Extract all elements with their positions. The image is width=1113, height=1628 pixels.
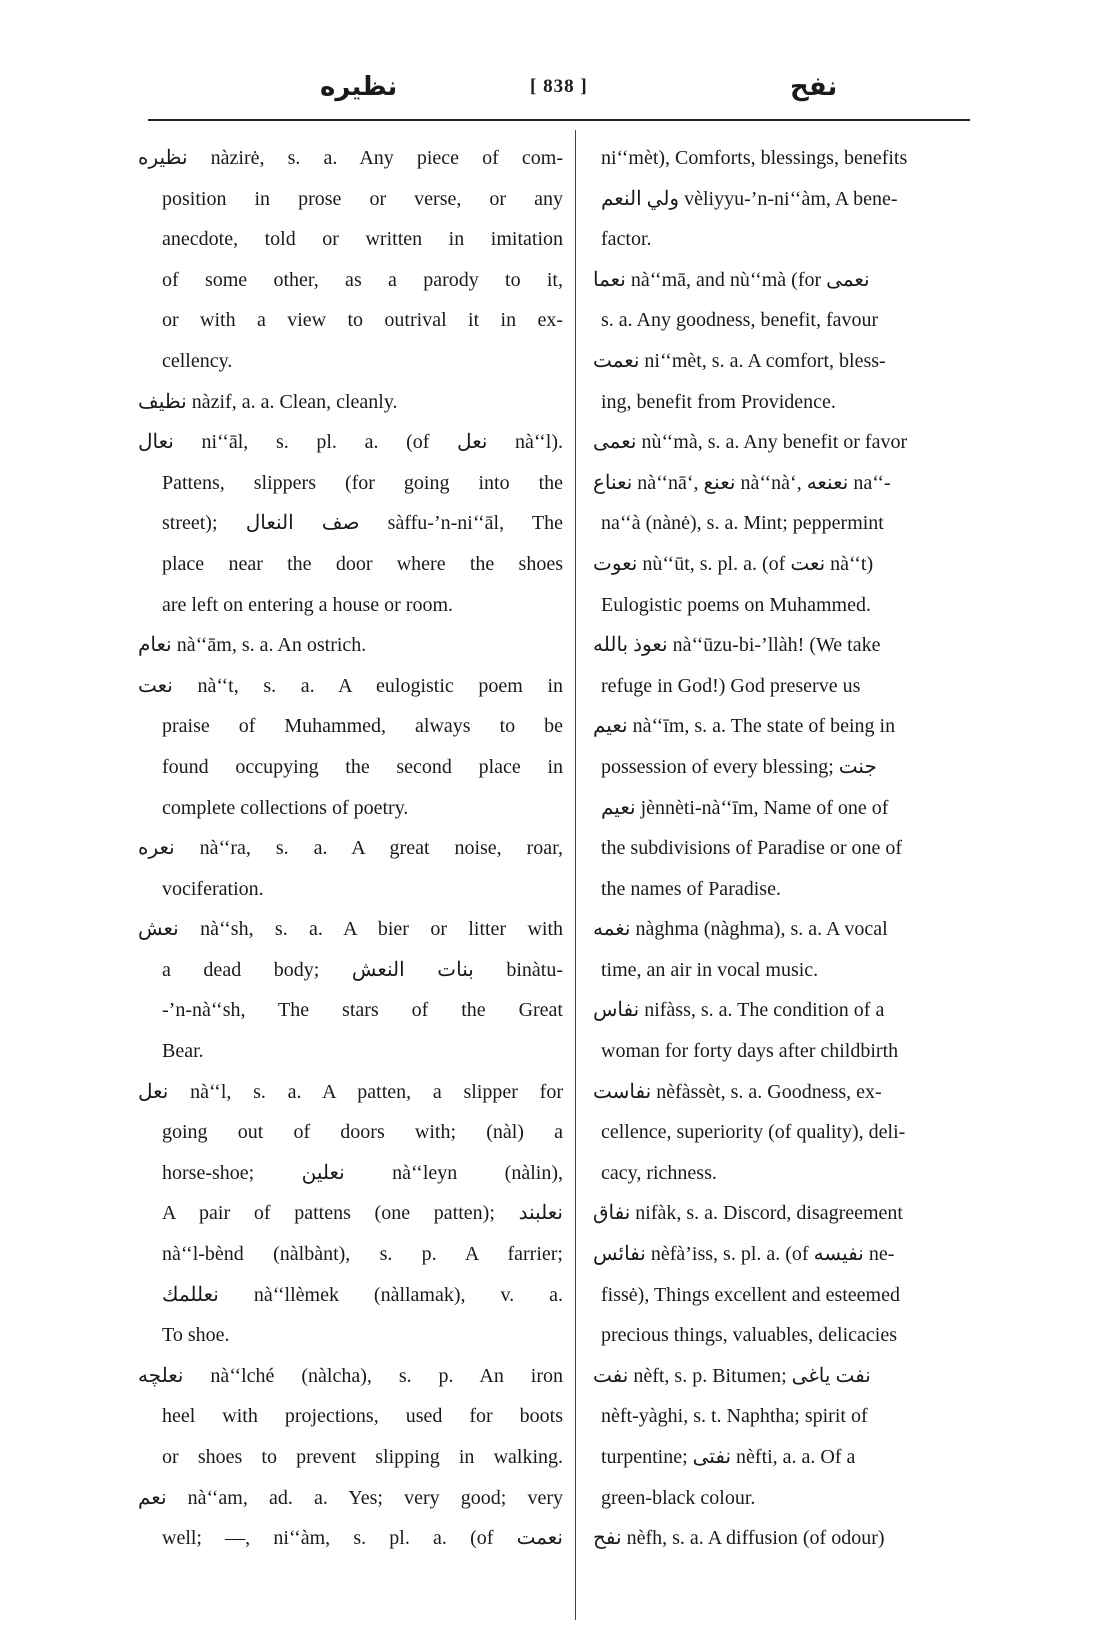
entry-continuation-line: ولي النعم vèliyyu-’n-ni‘‘àm, A bene-: [601, 187, 898, 210]
entry-headword-line: نعيم nà‘‘īm, s. a. The state of being in: [593, 715, 896, 738]
entry-continuation-line: the subdivisions of Paradise or one of: [601, 837, 903, 860]
entry-headword-line: نعل nà‘‘l, s. a. A patten, a slipper for: [138, 1080, 563, 1103]
header-catchword-left: نظيره: [320, 72, 398, 102]
entry-continuation-line: going out of doors with; (nàl) a: [162, 1121, 563, 1144]
entry-continuation-line: Pattens, slippers (for going into the: [162, 471, 563, 494]
page-number: [ 838 ]: [530, 76, 588, 97]
entry-continuation-line: vociferation.: [162, 877, 264, 900]
entry-continuation-line: well; —, ni‘‘àm, s. pl. a. (of نعمت: [162, 1527, 563, 1550]
left-column: [138, 138, 563, 1559]
entry-headword-line: نغمه nàghma (nàghma), s. a. A vocal: [593, 918, 888, 941]
entry-headword-line: نعت nà‘‘t, s. a. A eulogistic poem in: [138, 674, 563, 697]
entry-continuation-line: precious things, valuables, delicacies: [601, 1324, 898, 1347]
entry-continuation-line: nèft-yàghi, s. t. Naphtha; spirit of: [601, 1405, 868, 1428]
entry-headword-line: نعال ni‘‘āl, s. pl. a. (of نعل nà‘‘l).: [138, 431, 563, 454]
entry-continuation-line: heel with projections, used for boots: [162, 1405, 563, 1428]
entry-continuation-line: cellence, superiority (of quality), deli-: [601, 1121, 906, 1144]
entry-headword-line: نعش nà‘‘sh, s. a. A bier or litter with: [138, 918, 563, 941]
entry-headword-line: نفاق nifàk, s. a. Discord, disagreement: [593, 1202, 903, 1225]
entry-headword-line: نعناع nà‘‘nā‘, نعنع nà‘‘nà‘, نعنعه na‘‘-: [593, 471, 891, 494]
entry-continuation-line: position in prose or verse, or any: [162, 187, 563, 210]
entry-continuation-line: praise of Muhammed, always to be: [162, 715, 563, 738]
entry-continuation-line: ing, benefit from Providence.: [601, 390, 836, 413]
entry-continuation-line: Eulogistic poems on Muhammed.: [601, 593, 871, 616]
entry-continuation-line: are left on entering a house or room.: [162, 593, 454, 616]
entry-continuation-line: street); صف النعال sàffu-’n-ni‘‘āl, The: [162, 512, 563, 535]
entry-continuation-line: or with a view to outrival it in ex-: [162, 309, 563, 332]
entry-continuation-line: a dead body; بنات النعش binàtu-: [162, 958, 564, 981]
entry-continuation-line: turpentine; نفتى nèfti, a. a. Of a: [601, 1446, 856, 1468]
entry-continuation-line: complete collections of poetry.: [162, 796, 409, 819]
entry-continuation-line: -’n-nà‘‘sh, The stars of the Great: [162, 999, 563, 1022]
entry-continuation-line: of some other, as a parody to it,: [162, 268, 563, 291]
entry-continuation-line: na‘‘à (nànė), s. a. Mint; peppermint: [601, 512, 884, 535]
entry-headword-line: نعمى nù‘‘mà, s. a. Any benefit or favor: [593, 431, 908, 454]
entry-headword-line: نعوت nù‘‘ūt, s. pl. a. (of نعت nà‘‘t): [593, 552, 874, 575]
right-column: [593, 138, 978, 1559]
entry-headword-line: نفاست nèfàssèt, s. a. Goodness, ex-: [593, 1080, 882, 1103]
entry-continuation-line: the names of Paradise.: [601, 877, 781, 900]
entry-headword-line: نعره nà‘‘ra, s. a. A great noise, roar,: [138, 837, 563, 860]
entry-continuation-line: nà‘‘l-bènd (nàlbànt), s. p. A farrier;: [162, 1243, 563, 1266]
entry-headword-line: نظيف nàzif, a. a. Clean, cleanly.: [138, 390, 398, 413]
column-divider: [575, 130, 576, 1620]
entry-continuation-line: fissė), Things excellent and esteemed: [601, 1283, 900, 1306]
entry-continuation-line: cellency.: [162, 349, 233, 372]
entry-headword-line: نفت nèft, s. p. Bitumen; نفت ياغى: [593, 1364, 871, 1387]
entry-continuation-line: نعللمك nà‘‘llèmek (nàllamak), v. a.: [162, 1283, 563, 1306]
page-header: [150, 72, 970, 112]
entry-continuation-line: ni‘‘mèt), Comforts, blessings, benefits: [601, 147, 908, 169]
entry-headword-line: نعمت ni‘‘mèt, s. a. A comfort, bless-: [593, 349, 886, 372]
entry-continuation-line: or shoes to prevent slipping in walking.: [162, 1446, 563, 1468]
entry-continuation-line: time, an air in vocal music.: [601, 958, 819, 981]
entry-continuation-line: green-black colour.: [601, 1486, 756, 1509]
header-catchword-right: نفح: [790, 72, 838, 102]
entry-continuation-line: horse-shoe; نعلين nà‘‘leyn (nàlin),: [162, 1161, 563, 1184]
entry-headword-line: نعم nà‘‘am, ad. a. Yes; very good; very: [138, 1486, 563, 1509]
entry-continuation-line: refuge in God!) God preserve us: [601, 674, 861, 697]
entry-continuation-line: place near the door where the shoes: [162, 552, 563, 575]
entry-continuation-line: s. a. Any goodness, benefit, favour: [601, 309, 879, 332]
entry-continuation-line: A pair of pattens (one patten); نعلبند: [162, 1202, 563, 1225]
header-rule: [148, 119, 970, 121]
entry-continuation-line: anecdote, told or written in imitation: [162, 228, 563, 251]
entry-continuation-line: factor.: [601, 228, 652, 251]
entry-headword-line: نعام nà‘‘ām, s. a. An ostrich.: [138, 634, 367, 657]
entry-headword-line: نظيره nàzirė, s. a. Any piece of com-: [138, 147, 563, 169]
entry-headword-line: نفاس nifàss, s. a. The condition of a: [593, 999, 885, 1022]
entry-continuation-line: Bear.: [162, 1040, 204, 1063]
entry-headword-line: نعلچه nà‘‘lché (nàlcha), s. p. An iron: [138, 1364, 563, 1387]
entry-headword-line: نعوذ بالله nà‘‘ūzu-bi-’llàh! (We take: [593, 634, 881, 657]
entry-continuation-line: To shoe.: [162, 1324, 230, 1347]
entry-headword-line: نفح nèfh, s. a. A diffusion (of odour): [593, 1527, 885, 1550]
entry-continuation-line: نعيم jènnèti-nà‘‘īm, Name of one of: [601, 796, 889, 819]
entry-headword-line: نعما nà‘‘mā, and nù‘‘mà (for نعمى: [593, 268, 870, 291]
entry-continuation-line: possession of every blessing; جنت: [601, 755, 877, 778]
entry-continuation-line: woman for forty days after childbirth: [601, 1040, 899, 1063]
entry-continuation-line: cacy, richness.: [601, 1161, 717, 1184]
entry-continuation-line: found occupying the second place in: [162, 755, 563, 778]
entry-headword-line: نفائس nèfà’iss, s. pl. a. (of نفيسه ne-: [593, 1243, 895, 1266]
